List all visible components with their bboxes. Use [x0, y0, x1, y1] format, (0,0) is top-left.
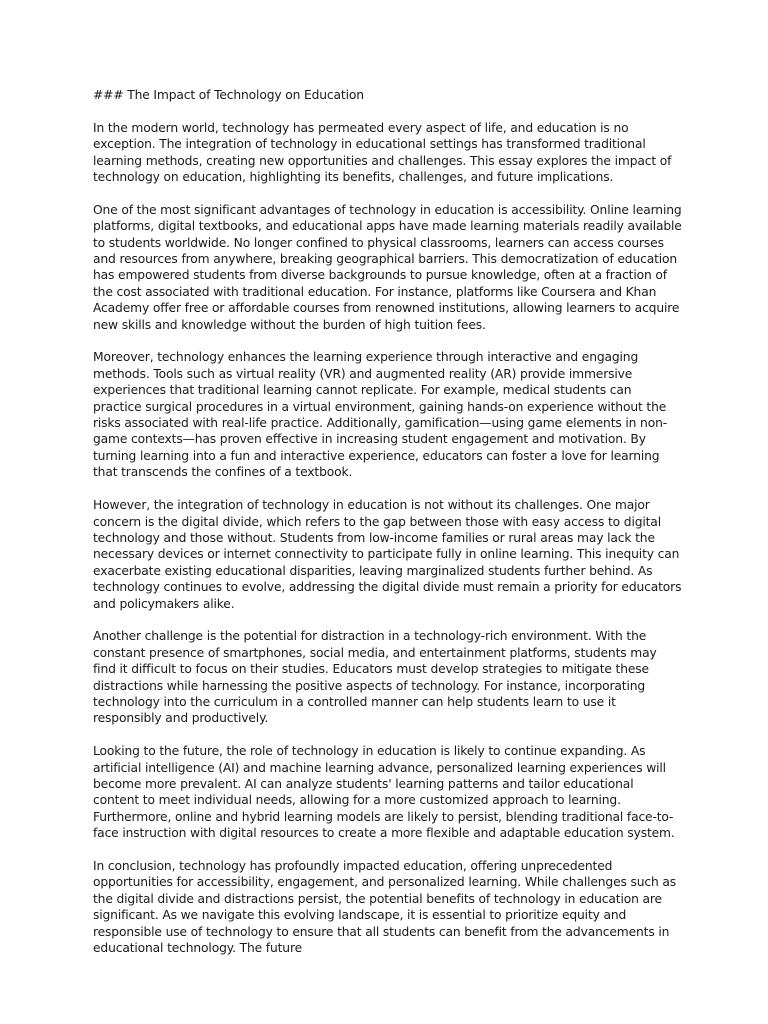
paragraph-conclusion: In conclusion, technology has profoundly impacted education, offering unprecedented opportunities for accessibility, engagement, and personalized learning. While challenges such as the digital divide and distractions persist, the potential benefits of technology in education are significant. As we navigate this evolving landscape, it is essential to prioritize equity and responsible use of technology to ensure that all students can benefit from the advancements in educational technology. The future: [93, 858, 677, 956]
document-body: [93, 87, 683, 973]
paragraph-accessibility: One of the most significant advantages of technology in education is accessibility. Online learning platforms, digital textbooks, and educational apps have made learning materials readily available to students worldwide. No longer confined to physical classrooms, learners can access courses and resources from anywhere, breaking geographical barriers. This democratization of education has empowered students from diverse backgrounds to pursue knowledge, often at a fraction of the cost associated with traditional education. For instance, platforms like Coursera and Khan Academy offer free or affordable courses from renowned institutions, allowing learners to acquire new skills and knowledge without the burden of high tuition fees.: [93, 202, 682, 332]
paragraph-learning-experience: Moreover, technology enhances the learning experience through interactive and engaging methods. Tools such as virtual reality (VR) and augmented reality (AR) provide immersive experiences that traditional learning cannot replicate. For example, medical students can practice surgical procedures in a virtual environment, gaining hands-on experience without the risks associated with real-life practice. Additionally, gamification—using game elements in non-game contexts—has proven effective in increasing student engagement and motivation. By turning learning into a fun and interactive experience, educators can foster a love for learning that transcends the confines of a textbook.: [93, 350, 667, 480]
paragraph-future: Looking to the future, the role of technology in education is likely to continue expanding. As artificial intelligence (AI) and machine learning advance, personalized learning experiences will become more prevalent. AI can analyze students' learning patterns and tailor educational content to meet individual needs, allowing for a more customized approach to learning. Furthermore, online and hybrid learning models are likely to persist, blending traditional face-to-face instruction with digital resources to create a more flexible and adaptable education system.: [93, 744, 675, 841]
paragraph-distraction: Another challenge is the potential for distraction in a technology-rich environment. With the constant presence of smartphones, social media, and entertainment platforms, students may find it difficult to focus on their studies. Educators must develop strategies to mitigate these distractions while harnessing the positive aspects of technology. For instance, incorporating technology into the curriculum in a controlled manner can help students learn to use it responsibly and productively.: [93, 629, 657, 726]
document-heading: ### The Impact of Technology on Education: [93, 88, 364, 102]
paragraph-introduction: In the modern world, technology has permeated every aspect of life, and education is no exception. The integration of technology in educational settings has transformed traditional learning methods, creating new opportunities and challenges. This essay explores the impact of technology on education, highlighting its benefits, challenges, and future implications.: [93, 120, 672, 185]
paragraph-digital-divide: However, the integration of technology in education is not without its challenges. One major concern is the digital divide, which refers to the gap between those with easy access to digital technology and those without. Students from low-income families or rural areas may lack the necessary devices or internet connectivity to participate fully in online learning. This inequity can exacerbate existing educational disparities, leaving marginalized students further behind. As technology continues to evolve, addressing the digital divide must remain a priority for educators and policymakers alike.: [93, 498, 682, 611]
